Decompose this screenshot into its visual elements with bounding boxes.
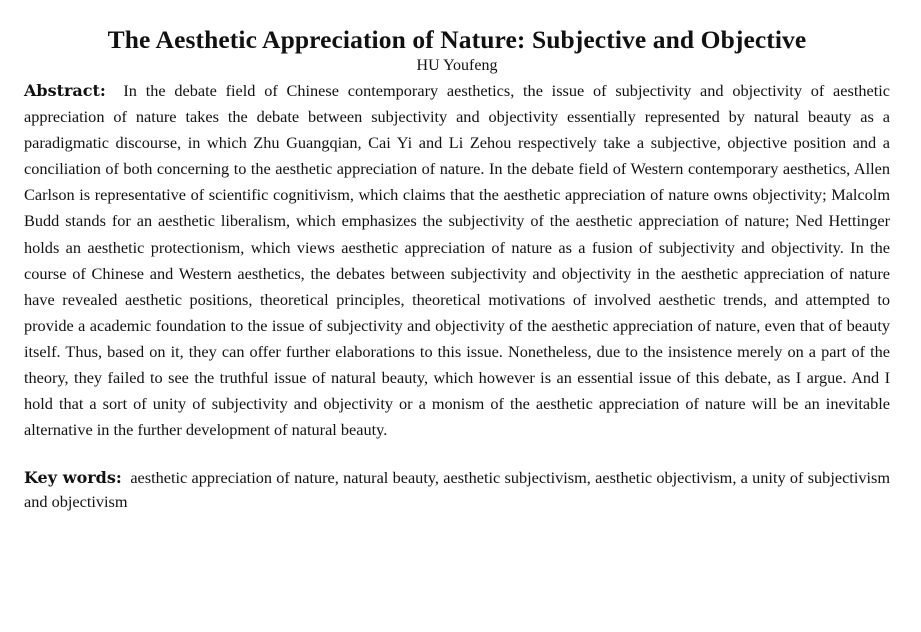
keywords-label: Key words: <box>24 468 122 488</box>
abstract-paragraph <box>24 78 890 443</box>
author-name: HU Youfeng <box>416 57 498 74</box>
keywords-paragraph <box>24 466 890 514</box>
paper-content <box>24 24 890 514</box>
paper-title: The Aesthetic Appreciation of Nature: Subjective and Objective <box>107 25 807 54</box>
keywords-text: aesthetic appreciation of nature, natural beauty, aesthetic subjectivism, aesthetic objectivism, a unity of subjectivism and objectivism <box>24 468 891 512</box>
abstract-label: Abstract: <box>24 81 106 100</box>
abstract-text: In the debate field of Chinese contemporary aesthetics, the issue of subjectivity and objectivity of aesthetic appreciation of nature takes the debate between subjectivity and objectivity essentially represented by natural beauty as a paradigmatic discourse, in which Zhu Guangqian, Cai Yi and Li Zehou respectively take a subjective, objective position and a conciliation of both concerning to the aesthetic appreciation of nature. In the debate field of Western contemporary aesthetics, Allen Carlson is representative of scientific cognitivism, which claims that the aesthetic appreciation of nature owns objectivity; Malcolm Budd stands for an aesthetic liberalism, which emphasizes the subjectivity of the aesthetic appreciation of nature; Ned Hettinger holds an aesthetic protectionism, which views aesthetic appreciation of nature as a fusion of subjectivity and objectivity. In the course of Chinese and Western aesthetics, the debates between subjectivity and objectivity in the aesthetic appreciation of nature have revealed aesthetic positions, theoretical principles, theoretical motivations of involved aesthetic trends, and attempted to provide a academic foundation to the issue of subjectivity and objectivity of the aesthetic appreciation of nature, even that of beauty itself. Thus, based on it, they can offer further elaborations to this issue. Nonetheless, due to the insistence merely on a part of the theory, they failed to see the truthful issue of natural beauty, which however is an essential issue of this debate, as I argue. And I hold that a sort of unity of subjectivity and objectivity or a monism of the aesthetic appreciation of nature will be an inevitable alternative in the further development of natural beauty. <box>24 81 890 440</box>
